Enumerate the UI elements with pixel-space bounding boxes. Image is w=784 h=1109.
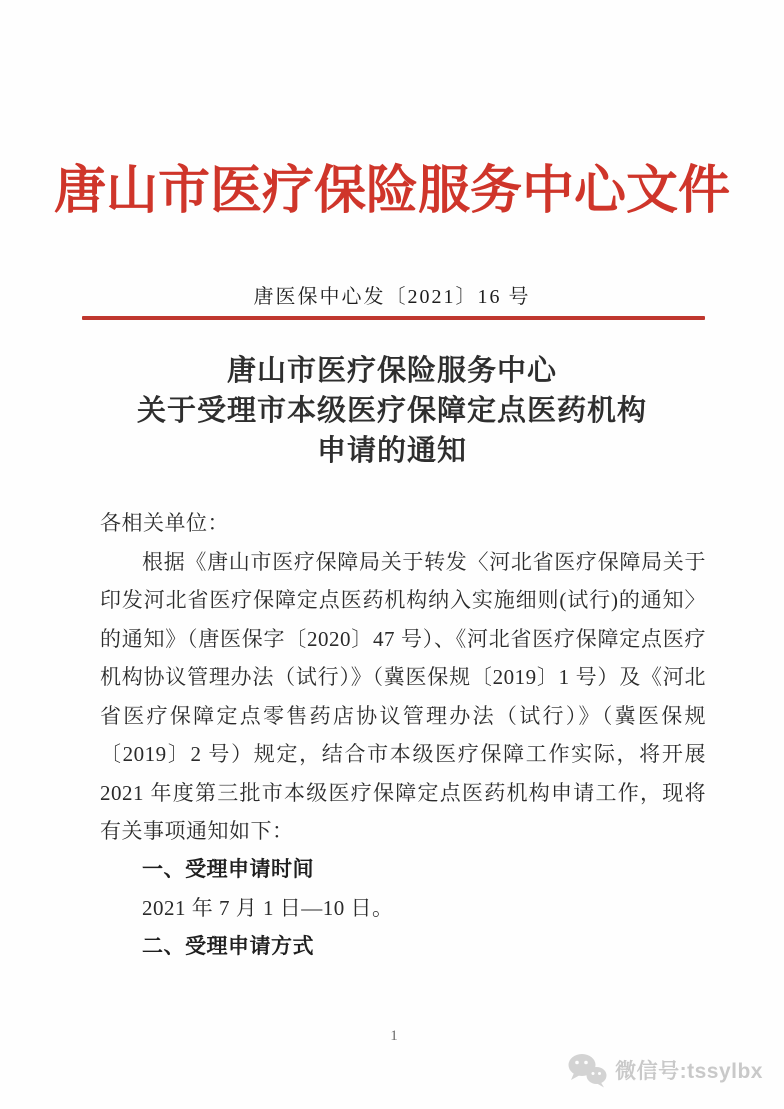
section-1-text: 2021 年 7 月 1 日—10 日。 (142, 896, 394, 920)
document-title (0, 351, 784, 471)
page-number: 1 (390, 1028, 398, 1044)
document-title-line-2: 关于受理市本级医疗保障定点医药机构 (136, 395, 647, 427)
wechat-watermark (567, 1052, 763, 1088)
letterhead-org-title: 唐山市医疗保险服务中心文件 (53, 163, 730, 220)
document-title-line-3: 申请的通知 (316, 435, 467, 467)
wechat-icon (567, 1052, 607, 1088)
letterhead-divider-line (82, 316, 705, 320)
document-number: 唐医保中心发〔2021〕16 号 (253, 286, 531, 308)
section-2-heading: 二、受理申请方式 (142, 934, 314, 958)
section-1-heading: 一、受理申请时间 (142, 857, 314, 881)
salutation: 各相关单位： (100, 511, 229, 535)
wechat-id-label: 微信号:tssylbx (615, 1060, 763, 1083)
document-title-line-1: 唐山市医疗保险服务中心 (226, 355, 557, 387)
body-paragraph: 根据《唐山市医疗保障局关于转发〈河北省医疗保障局关于印发河北省医疗保障定点医药机构纳入实施细则(试行)的通知〉的通知》（唐医保字〔2020〕47 号）、《河北省医疗保障定点医疗机构协议管理办法（试行）》（冀医保规〔2019〕1 号）及《河北省医疗保障定点零售药店协议管理办法（试行）》（冀医保规〔2019〕2 号）规定，结合市本级医疗保障工作实际，将开展 2021 年度第三批市本级医疗保障定点医药机构申请工作，现将有关事项通知如下： (100, 549, 706, 843)
document-body (100, 504, 706, 966)
